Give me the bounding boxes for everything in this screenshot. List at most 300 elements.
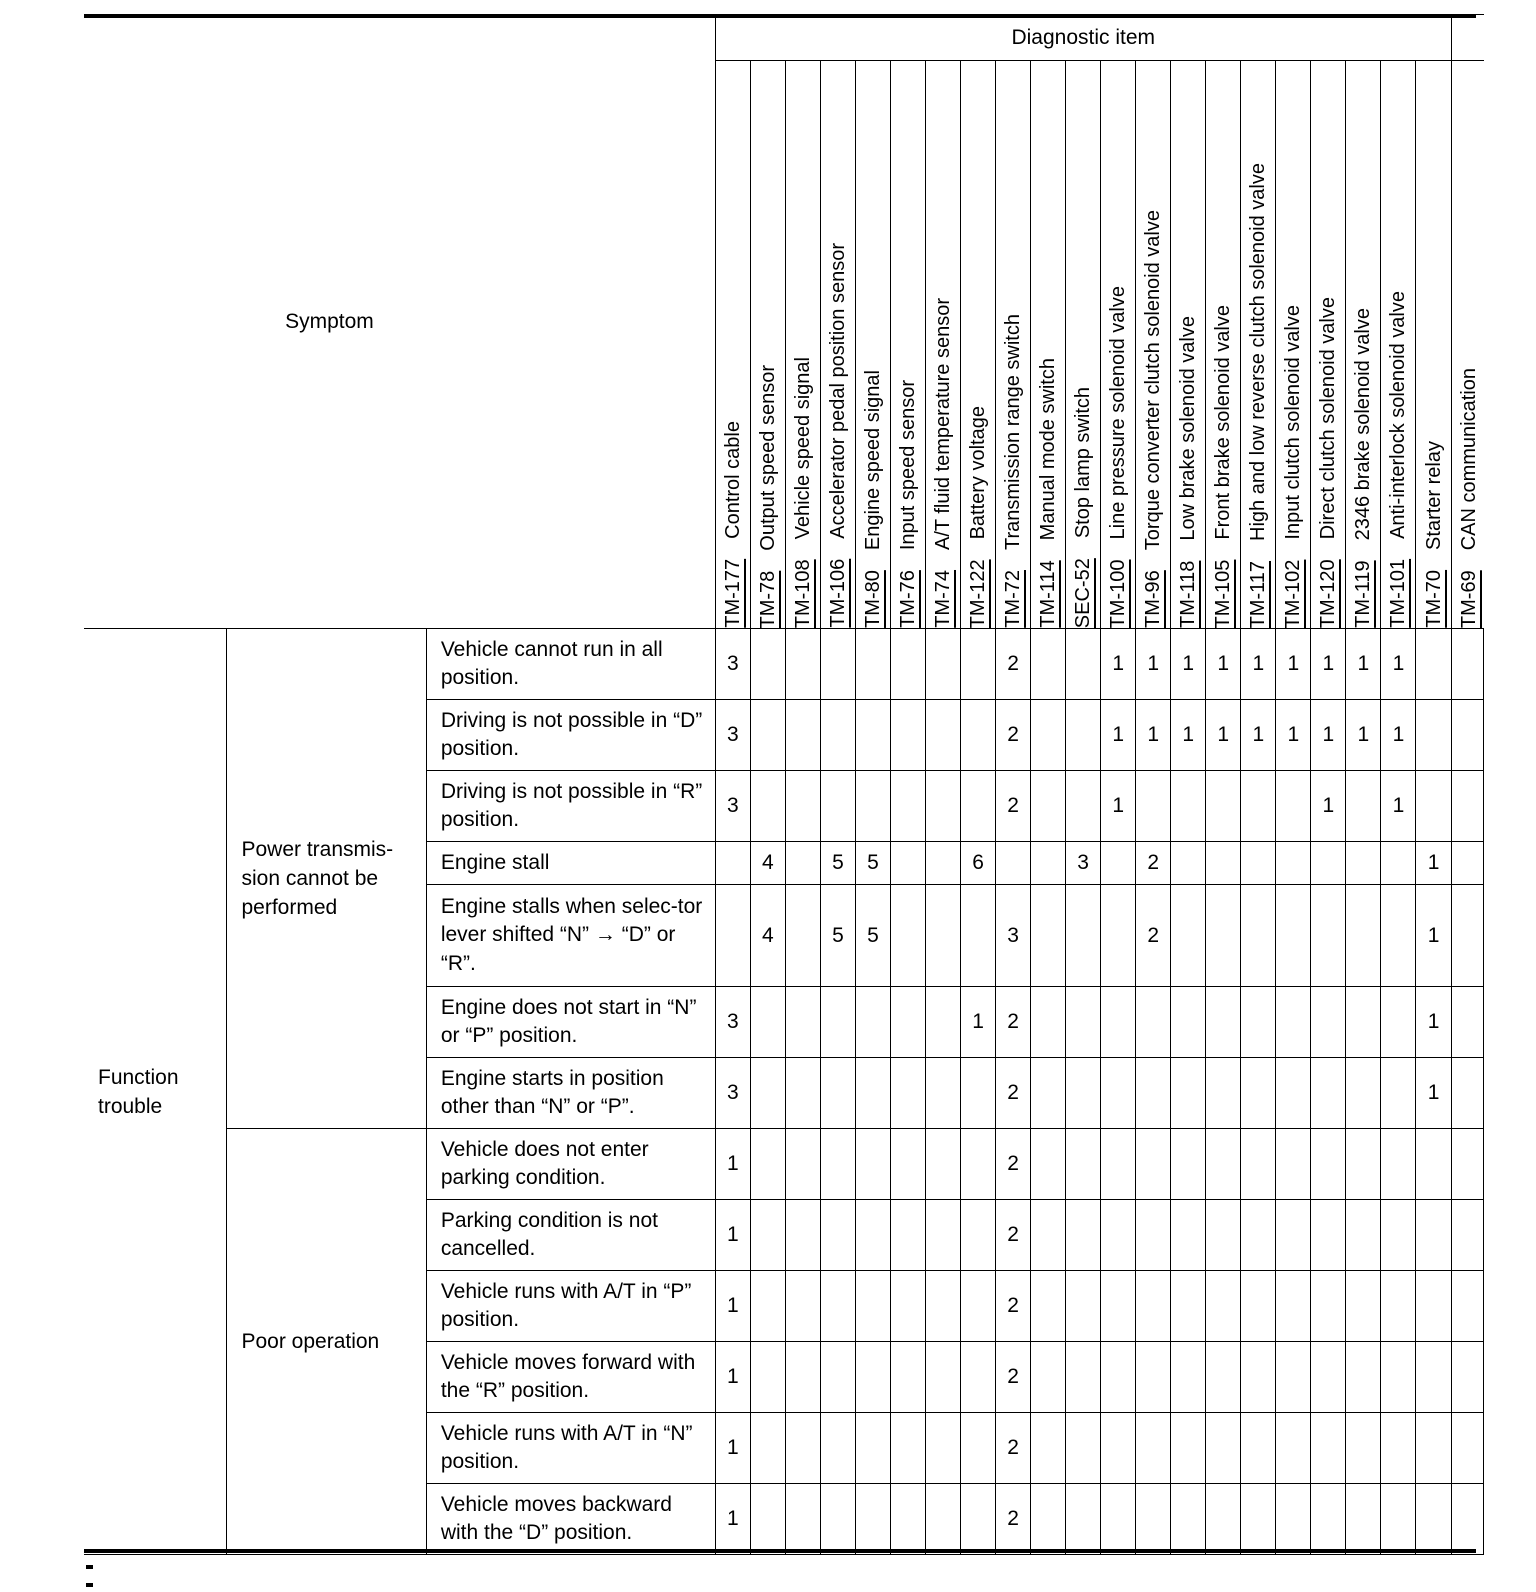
priority-cell — [1311, 1058, 1346, 1129]
priority-cell: 1 — [1311, 771, 1346, 842]
priority-cell — [961, 629, 996, 700]
priority-cell — [890, 1413, 925, 1484]
diagnostic-item-name: Output speed sensor — [756, 364, 779, 551]
category-cell: Function trouble — [84, 629, 227, 1555]
priority-cell — [1276, 771, 1311, 842]
priority-cell: 1 — [1136, 629, 1171, 700]
priority-cell — [1276, 987, 1311, 1058]
priority-cell — [1346, 1484, 1381, 1555]
priority-cell — [1066, 700, 1101, 771]
priority-cell — [1346, 842, 1381, 885]
priority-cell — [1276, 1129, 1311, 1200]
diagnostic-item-label-group — [1452, 368, 1486, 628]
symptom-cell: Driving is not possible in “D” position. — [426, 700, 715, 771]
priority-cell — [1451, 885, 1483, 987]
priority-cell: 1 — [1241, 629, 1276, 700]
priority-cell — [1066, 629, 1101, 700]
diagnostic-item-reference-link[interactable]: TM-100 — [1107, 559, 1130, 628]
priority-cell — [890, 1058, 925, 1129]
priority-cell — [1031, 700, 1066, 771]
priority-cell — [1241, 1271, 1276, 1342]
priority-cell — [961, 1271, 996, 1342]
priority-cell: 1 — [1101, 771, 1136, 842]
diagnostic-item-name: Battery voltage — [967, 405, 990, 540]
priority-cell — [750, 700, 785, 771]
diagnostic-item-column-header — [961, 61, 996, 629]
priority-cell: 1 — [1346, 629, 1381, 700]
priority-cell — [1451, 1058, 1483, 1129]
priority-cell — [961, 885, 996, 987]
priority-cell: 1 — [1381, 629, 1416, 700]
priority-cell — [750, 1200, 785, 1271]
priority-cell — [926, 1058, 961, 1129]
symptom-header: Symptom — [84, 15, 715, 629]
priority-cell: 2 — [996, 1484, 1031, 1555]
diagnostic-item-reference-link[interactable]: TM-122 — [967, 559, 990, 628]
priority-cell — [1311, 987, 1346, 1058]
symptom-diagnosis-table — [84, 14, 1484, 1555]
priority-cell — [1276, 1342, 1311, 1413]
diagnostic-item-column-header — [1241, 61, 1276, 629]
diagnostic-item-column-header — [1311, 61, 1346, 629]
priority-cell — [1451, 1342, 1483, 1413]
priority-cell — [1416, 1129, 1451, 1200]
priority-cell: 2 — [996, 1413, 1031, 1484]
priority-cell: 1 — [1416, 842, 1451, 885]
priority-cell — [1031, 629, 1066, 700]
priority-cell: 2 — [1136, 842, 1171, 885]
priority-cell — [1451, 1413, 1483, 1484]
priority-cell — [1241, 1129, 1276, 1200]
diagnostic-item-reference-link[interactable]: TM-119 — [1352, 560, 1375, 628]
diagnostic-item-reference-link[interactable]: TM-70 — [1422, 570, 1445, 628]
priority-cell — [1171, 1413, 1206, 1484]
priority-cell — [1241, 1484, 1276, 1555]
priority-cell — [1311, 1342, 1346, 1413]
diagnostic-item-label-group — [1417, 441, 1451, 628]
table-row — [84, 1129, 1484, 1200]
priority-cell: 3 — [715, 700, 750, 771]
priority-cell — [1031, 1129, 1066, 1200]
priority-cell: 2 — [996, 1058, 1031, 1129]
priority-cell — [785, 842, 820, 885]
symptom-cell: Vehicle runs with A/T in “P” position. — [426, 1271, 715, 1342]
priority-cell — [961, 1129, 996, 1200]
diagnostic-item-reference-link[interactable]: TM-80 — [861, 570, 884, 628]
priority-cell — [855, 629, 890, 700]
priority-cell — [926, 771, 961, 842]
priority-cell: 1 — [1171, 629, 1206, 700]
diagnostic-item-reference-link[interactable]: TM-72 — [1002, 570, 1025, 628]
diagnostic-item-name: 2346 brake solenoid valve — [1352, 308, 1375, 541]
symptom-group-cell: Power transmis-sion cannot be performed — [227, 629, 426, 1129]
diagnostic-item-name: Vehicle speed signal — [791, 356, 814, 540]
priority-cell: 3 — [715, 987, 750, 1058]
diagnostic-item-reference-link[interactable]: TM-120 — [1317, 559, 1340, 628]
diagnostic-item-reference-link[interactable]: TM-101 — [1387, 559, 1410, 628]
diagnostic-item-column-header — [1171, 61, 1206, 629]
diagnostic-item-label-group — [856, 370, 890, 628]
priority-cell — [750, 771, 785, 842]
priority-cell — [1136, 1200, 1171, 1271]
priority-cell — [1206, 1200, 1241, 1271]
diagnostic-item-name: Direct clutch solenoid valve — [1317, 296, 1340, 540]
diagnostic-item-column-header — [1276, 61, 1311, 629]
diagnostic-item-reference-link[interactable]: TM-78 — [756, 570, 779, 628]
priority-cell — [750, 1484, 785, 1555]
priority-cell — [855, 1484, 890, 1555]
priority-cell: 1 — [1241, 700, 1276, 771]
priority-cell — [1276, 1413, 1311, 1484]
priority-cell — [1066, 1129, 1101, 1200]
diagnosis-chart — [84, 14, 1486, 1555]
priority-cell — [1241, 771, 1276, 842]
priority-cell: 2 — [1136, 885, 1171, 987]
diagnostic-item-reference-link[interactable]: TM-96 — [1142, 570, 1165, 628]
diagnostic-item-header: Diagnostic item — [715, 15, 1451, 61]
diagnostic-item-reference-link[interactable]: SEC-52 — [1072, 557, 1095, 628]
diagnostic-item-name: Input speed sensor — [896, 380, 919, 551]
priority-cell — [1066, 771, 1101, 842]
diagnostic-item-reference-link[interactable]: TM-76 — [896, 570, 919, 628]
symptom-cell: Vehicle moves forward with the “R” position. — [426, 1342, 715, 1413]
diagnostic-item-name: A/T fluid temperature sensor — [932, 298, 955, 551]
diagnostic-item-name: Stop lamp switch — [1072, 386, 1095, 538]
priority-cell — [1206, 1484, 1241, 1555]
priority-cell — [926, 629, 961, 700]
diagnostic-item-column-header — [1451, 61, 1483, 629]
priority-cell — [1416, 1271, 1451, 1342]
priority-cell — [1241, 1200, 1276, 1271]
priority-cell — [1171, 1200, 1206, 1271]
diagnostic-item-column-header — [1031, 61, 1066, 629]
priority-cell — [1171, 885, 1206, 987]
diagnostic-item-label-group — [1101, 286, 1135, 628]
priority-cell — [1416, 1200, 1451, 1271]
priority-cell — [1206, 842, 1241, 885]
diagnostic-item-label-group — [786, 357, 820, 628]
priority-cell — [890, 629, 925, 700]
priority-cell: 1 — [1276, 629, 1311, 700]
priority-cell: 1 — [1171, 700, 1206, 771]
priority-cell — [1136, 1058, 1171, 1129]
diagnostic-item-reference-link[interactable]: TM-177 — [721, 559, 744, 628]
priority-cell — [961, 700, 996, 771]
priority-cell: 1 — [1381, 700, 1416, 771]
priority-cell — [1311, 1200, 1346, 1271]
priority-cell — [1346, 1200, 1381, 1271]
priority-cell — [820, 1200, 855, 1271]
priority-cell — [785, 885, 820, 987]
priority-cell — [1381, 1129, 1416, 1200]
priority-cell — [1101, 987, 1136, 1058]
priority-cell: 2 — [996, 1200, 1031, 1271]
diagnostic-item-reference-link[interactable]: TM-108 — [791, 559, 814, 628]
priority-cell — [785, 1200, 820, 1271]
priority-cell — [785, 1413, 820, 1484]
priority-cell: 5 — [820, 885, 855, 987]
priority-cell — [1451, 1484, 1483, 1555]
priority-cell — [1311, 1129, 1346, 1200]
priority-cell: 2 — [996, 1271, 1031, 1342]
diagnostic-item-column-header — [926, 61, 961, 629]
diagnostic-item-column-header — [1066, 61, 1101, 629]
diagnostic-item-name: Anti-interlock solenoid valve — [1387, 291, 1410, 540]
symptom-cell: Vehicle cannot run in all position. — [426, 629, 715, 700]
priority-cell — [1031, 987, 1066, 1058]
priority-cell: 1 — [715, 1200, 750, 1271]
priority-cell — [1031, 1058, 1066, 1129]
priority-cell — [1136, 1342, 1171, 1413]
priority-cell — [961, 1058, 996, 1129]
priority-cell: 3 — [996, 885, 1031, 987]
priority-cell — [1031, 842, 1066, 885]
priority-cell: 1 — [1416, 987, 1451, 1058]
priority-cell: 1 — [715, 1342, 750, 1413]
diagnostic-item-column-header — [1346, 61, 1381, 629]
diagnostic-item-name: Input clutch solenoid valve — [1282, 304, 1305, 540]
diagnostic-item-reference-link[interactable]: TM-74 — [932, 570, 955, 628]
priority-cell — [1101, 1200, 1136, 1271]
diagnostic-item-reference-link[interactable]: TM-118 — [1177, 560, 1200, 628]
priority-cell — [1136, 771, 1171, 842]
priority-cell — [1101, 885, 1136, 987]
priority-cell: 1 — [1311, 700, 1346, 771]
diagnostic-item-column-header — [785, 61, 820, 629]
priority-cell — [750, 1413, 785, 1484]
priority-cell — [926, 1342, 961, 1413]
symptom-cell: Vehicle does not enter parking condition. — [426, 1129, 715, 1200]
priority-cell — [1101, 1058, 1136, 1129]
priority-cell: 1 — [1101, 629, 1136, 700]
priority-cell — [1066, 1342, 1101, 1413]
priority-cell — [820, 1058, 855, 1129]
diagnostic-item-name: CAN communication — [1457, 367, 1480, 551]
priority-cell — [1066, 1484, 1101, 1555]
priority-cell — [1381, 1484, 1416, 1555]
priority-cell — [890, 987, 925, 1058]
priority-cell — [1241, 1058, 1276, 1129]
priority-cell — [1031, 885, 1066, 987]
priority-cell — [1136, 1484, 1171, 1555]
priority-cell: 1 — [1416, 885, 1451, 987]
priority-cell — [750, 1271, 785, 1342]
diagnostic-item-label-group — [1276, 305, 1310, 629]
priority-cell — [855, 1271, 890, 1342]
priority-cell — [855, 771, 890, 842]
priority-cell: 1 — [961, 987, 996, 1058]
symptom-cell: Driving is not possible in “R” position. — [426, 771, 715, 842]
priority-cell — [1101, 842, 1136, 885]
priority-cell — [1206, 1058, 1241, 1129]
priority-cell — [1451, 1129, 1483, 1200]
priority-cell: 5 — [820, 842, 855, 885]
priority-cell — [1346, 885, 1381, 987]
priority-cell: 1 — [1416, 1058, 1451, 1129]
priority-cell — [855, 1342, 890, 1413]
priority-cell — [890, 771, 925, 842]
diagnostic-item-label-group — [1066, 387, 1100, 628]
priority-cell — [1171, 1058, 1206, 1129]
diagnostic-item-reference-link[interactable]: TM-102 — [1282, 559, 1305, 628]
priority-cell — [1031, 1484, 1066, 1555]
priority-cell — [1171, 771, 1206, 842]
priority-cell — [785, 987, 820, 1058]
diagnostic-item-reference-link[interactable]: TM-106 — [826, 559, 849, 628]
priority-cell: 1 — [1101, 700, 1136, 771]
priority-cell — [961, 771, 996, 842]
priority-cell: 2 — [996, 629, 1031, 700]
diagnostic-item-name: Engine speed signal — [861, 370, 884, 551]
priority-cell — [855, 1413, 890, 1484]
priority-cell: 5 — [855, 885, 890, 987]
diagnostic-item-label-group — [996, 314, 1030, 628]
diagnostic-item-label-group — [1241, 163, 1275, 628]
priority-cell — [1206, 1129, 1241, 1200]
priority-cell — [785, 629, 820, 700]
diagnostic-item-name: Accelerator pedal position sensor — [826, 243, 849, 540]
symptom-cell: Vehicle moves backward with the “D” position. — [426, 1484, 715, 1555]
priority-cell — [750, 1129, 785, 1200]
priority-cell — [785, 771, 820, 842]
priority-cell — [1241, 987, 1276, 1058]
priority-cell — [1451, 629, 1483, 700]
priority-cell — [1346, 1342, 1381, 1413]
priority-cell — [926, 885, 961, 987]
priority-cell — [1171, 842, 1206, 885]
priority-cell: 1 — [715, 1129, 750, 1200]
priority-cell — [1206, 1342, 1241, 1413]
priority-cell — [1136, 1271, 1171, 1342]
priority-cell: 2 — [996, 700, 1031, 771]
priority-cell — [1066, 1413, 1101, 1484]
priority-cell: 3 — [1066, 842, 1101, 885]
priority-cell — [890, 1129, 925, 1200]
priority-cell — [855, 700, 890, 771]
priority-cell — [1381, 1413, 1416, 1484]
priority-cell — [926, 1271, 961, 1342]
priority-cell — [1066, 885, 1101, 987]
priority-cell — [1346, 1271, 1381, 1342]
priority-cell — [1171, 1484, 1206, 1555]
priority-cell — [1451, 987, 1483, 1058]
priority-cell — [855, 1200, 890, 1271]
priority-cell — [1136, 1129, 1171, 1200]
priority-cell: 1 — [1206, 629, 1241, 700]
diagnostic-item-reference-link[interactable]: TM-114 — [1037, 560, 1060, 628]
priority-cell — [1451, 771, 1483, 842]
diagnostic-item-column-header — [820, 61, 855, 629]
priority-cell — [1101, 1413, 1136, 1484]
diagnostic-item-label-group — [1031, 358, 1065, 628]
priority-cell — [1416, 700, 1451, 771]
diagnostic-item-column-header — [750, 61, 785, 629]
priority-cell — [961, 1342, 996, 1413]
priority-cell — [1171, 987, 1206, 1058]
priority-cell — [750, 629, 785, 700]
priority-cell — [820, 1342, 855, 1413]
priority-cell — [1171, 1342, 1206, 1413]
diagnostic-item-label-group — [1136, 210, 1170, 628]
priority-cell — [1451, 1271, 1483, 1342]
priority-cell — [785, 1058, 820, 1129]
header-row — [84, 15, 1484, 61]
priority-cell — [1066, 1058, 1101, 1129]
priority-cell — [1381, 1058, 1416, 1129]
priority-cell — [820, 629, 855, 700]
priority-cell — [1276, 842, 1311, 885]
symptom-group-cell: Poor operation — [227, 1129, 426, 1555]
priority-cell — [785, 700, 820, 771]
priority-cell: 1 — [1276, 700, 1311, 771]
priority-cell — [961, 1484, 996, 1555]
diagnostic-item-name: Control cable — [721, 421, 744, 540]
diagnostic-item-label-group — [1311, 297, 1345, 628]
priority-cell — [1101, 1484, 1136, 1555]
priority-cell — [1416, 1484, 1451, 1555]
priority-cell — [855, 1058, 890, 1129]
diagnostic-item-reference-link[interactable]: TM-69 — [1457, 570, 1480, 628]
diagnostic-item-label-group — [1381, 291, 1415, 628]
priority-cell — [1381, 1200, 1416, 1271]
diagnostic-item-column-header — [855, 61, 890, 629]
diagnostic-item-column-header — [890, 61, 925, 629]
priority-cell — [820, 771, 855, 842]
symptom-cell: Engine does not start in “N” or “P” position. — [426, 987, 715, 1058]
diagnostic-item-label-group — [926, 298, 960, 628]
priority-cell: 4 — [750, 885, 785, 987]
priority-cell — [1101, 1129, 1136, 1200]
priority-cell — [1311, 1413, 1346, 1484]
diagnostic-item-reference-link[interactable]: TM-117 — [1247, 560, 1270, 628]
bottom-rule — [84, 1549, 1476, 1553]
priority-cell — [1031, 1413, 1066, 1484]
priority-cell — [820, 700, 855, 771]
diagnostic-item-column-header — [1136, 61, 1171, 629]
priority-cell — [750, 1058, 785, 1129]
priority-cell — [1451, 700, 1483, 771]
priority-cell — [890, 700, 925, 771]
priority-cell — [961, 1200, 996, 1271]
diagnostic-item-reference-link[interactable]: TM-105 — [1212, 559, 1235, 628]
priority-cell — [1101, 1271, 1136, 1342]
priority-cell — [926, 1413, 961, 1484]
symptom-cell: Engine starts in position other than “N” or “P”. — [426, 1058, 715, 1129]
priority-cell — [1276, 1271, 1311, 1342]
priority-cell — [785, 1271, 820, 1342]
priority-cell: 3 — [715, 1058, 750, 1129]
priority-cell: 2 — [996, 771, 1031, 842]
priority-cell — [1346, 1129, 1381, 1200]
priority-cell — [1451, 1200, 1483, 1271]
priority-cell — [750, 987, 785, 1058]
symptom-cell: Engine stall — [426, 842, 715, 885]
priority-cell — [890, 1271, 925, 1342]
priority-cell — [785, 1484, 820, 1555]
priority-cell — [926, 1129, 961, 1200]
priority-cell — [926, 842, 961, 885]
diagnostic-item-label-group — [1171, 316, 1205, 628]
priority-cell — [1311, 885, 1346, 987]
symptom-cell: Engine stalls when selec-tor lever shifted “N” → “D” or “R”. — [426, 885, 715, 987]
priority-cell — [1136, 1413, 1171, 1484]
priority-cell — [1276, 1484, 1311, 1555]
priority-cell — [926, 987, 961, 1058]
priority-cell — [1066, 1271, 1101, 1342]
priority-cell — [1381, 987, 1416, 1058]
priority-cell — [750, 1342, 785, 1413]
priority-cell — [926, 700, 961, 771]
